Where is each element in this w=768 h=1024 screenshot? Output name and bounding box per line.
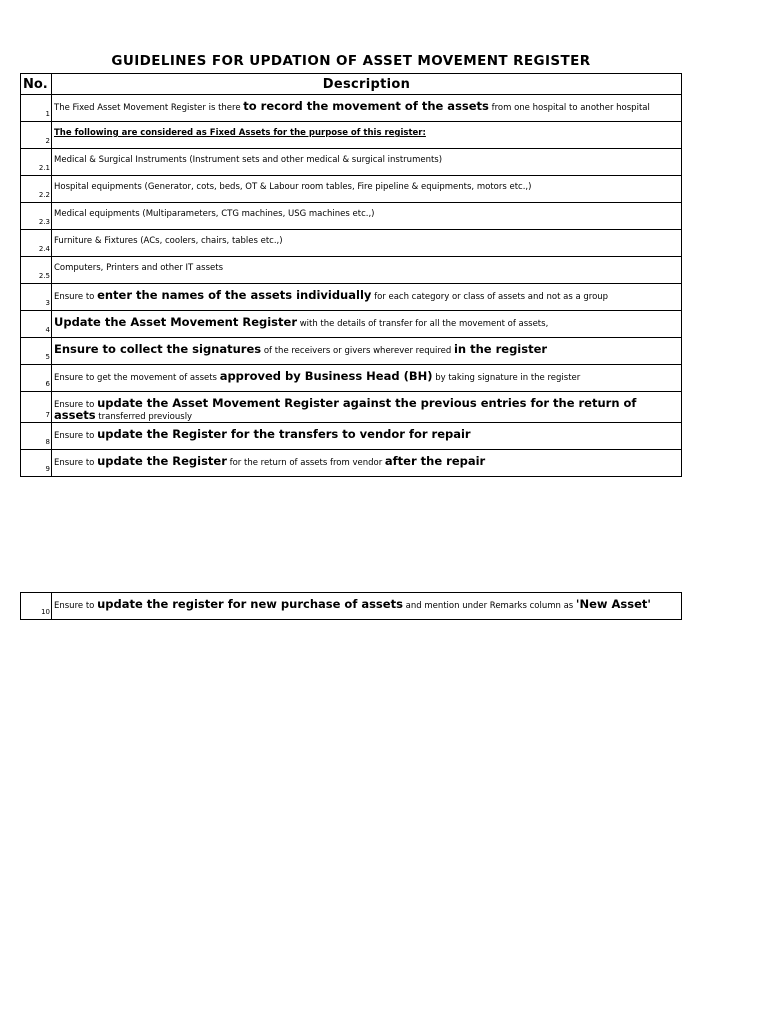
- table-row: [21, 338, 682, 365]
- description-emphasis: Ensure to collect the signatures: [54, 342, 262, 356]
- row-number: 2.2: [21, 176, 52, 203]
- description-emphasis: Update the Asset Movement Register: [54, 315, 297, 329]
- description-text: Medical & Surgical Instruments (Instrument sets and other medical & surgical instruments): [54, 155, 443, 165]
- additional-guidelines-table: [20, 592, 682, 620]
- row-description: [52, 149, 682, 176]
- description-emphasis: enter the names of the assets individually: [97, 288, 372, 302]
- description-text: by taking signature in the register: [432, 373, 581, 383]
- description-text: for each category or class of assets and not as a group: [371, 292, 609, 302]
- row-number: 2.3: [21, 203, 52, 230]
- description-text: Furniture & Fixtures (ACs, coolers, chairs, tables etc.,): [54, 236, 283, 246]
- description-text: with the details of transfer for all the movement of assets,: [297, 319, 549, 329]
- row-number: 2: [21, 122, 52, 149]
- description-text: Medical equipments (Multiparameters, CTG machines, USG machines etc.,): [54, 209, 375, 219]
- column-header-description: Description: [52, 74, 682, 95]
- row-description: [52, 284, 682, 311]
- row-description: [52, 423, 682, 450]
- description-emphasis: to record the movement of the assets: [243, 99, 489, 113]
- description-text: Ensure to: [54, 400, 98, 410]
- description-emphasis: update the Register for the transfers to vendor for repair: [97, 427, 471, 441]
- description-emphasis: in the register: [453, 342, 548, 356]
- table-row: [21, 149, 682, 176]
- row-number: 1: [21, 95, 52, 122]
- description-text: Computers, Printers and other IT assets: [54, 263, 223, 273]
- row-number: 2.1: [21, 149, 52, 176]
- row-description: [52, 392, 682, 423]
- description-text: Hospital equipments (Generator, cots, beds, OT & Labour room tables, Fire pipeline & equipments, motors etc.,): [54, 182, 532, 192]
- row-description: [52, 365, 682, 392]
- description-text: The Fixed Asset Movement Register is there: [54, 103, 244, 113]
- table-row: [21, 257, 682, 284]
- row-description: [52, 311, 682, 338]
- row-number: 3: [21, 284, 52, 311]
- row-description: [52, 176, 682, 203]
- row-number: 5: [21, 338, 52, 365]
- row-description: [52, 450, 682, 477]
- description-emphasis: approved by Business Head (BH): [219, 369, 433, 383]
- row-description: [52, 95, 682, 122]
- row-number: 2.4: [21, 230, 52, 257]
- table-row: [21, 122, 682, 149]
- row-number: 2.5: [21, 257, 52, 284]
- description-text: and mention under Remarks column as: [402, 601, 576, 611]
- column-header-no: No.: [21, 74, 52, 95]
- row-number: 10: [21, 593, 52, 620]
- description-emphasis: 'New Asset': [575, 597, 651, 611]
- description-emphasis: update the Asset Movement Register against the previous entries for the return of assets: [54, 396, 637, 422]
- row-description: [52, 203, 682, 230]
- row-number: 7: [21, 392, 52, 423]
- description-text: Ensure to: [54, 601, 98, 611]
- table-row: [21, 450, 682, 477]
- description-emphasis: after the repair: [384, 454, 486, 468]
- description-text: for the return of assets from vendor: [226, 458, 385, 468]
- table-row: [21, 203, 682, 230]
- description-text: Ensure to: [54, 458, 98, 468]
- row-description: [52, 257, 682, 284]
- row-number: 9: [21, 450, 52, 477]
- table-row: [21, 311, 682, 338]
- table-row: [21, 593, 682, 620]
- description-emphasis: update the register for new purchase of assets: [97, 597, 403, 611]
- row-number: 8: [21, 423, 52, 450]
- table-row: [21, 392, 682, 423]
- guidelines-table: [20, 73, 682, 477]
- row-number: 4: [21, 311, 52, 338]
- table-row: [21, 284, 682, 311]
- table-row: [21, 95, 682, 122]
- row-description: [52, 338, 682, 365]
- description-text: The following are considered as Fixed Assets for the purpose of this register:: [54, 128, 426, 138]
- description-text: of the receivers or givers wherever required: [261, 346, 454, 356]
- description-text: from one hospital to another hospital: [488, 103, 650, 113]
- table-row: [21, 230, 682, 257]
- description-text: Ensure to get the movement of assets: [54, 373, 220, 383]
- table-row: [21, 176, 682, 203]
- page-title: GUIDELINES FOR UPDATION OF ASSET MOVEMENT REGISTER: [111, 53, 591, 69]
- additional-guidelines-body: [21, 593, 682, 620]
- guidelines-table-body: [21, 95, 682, 477]
- description-emphasis: update the Register: [97, 454, 227, 468]
- row-description: [52, 230, 682, 257]
- row-description: [52, 593, 682, 620]
- table-row: [21, 423, 682, 450]
- description-text: Ensure to: [54, 431, 98, 441]
- row-description: [52, 122, 682, 149]
- description-text: transferred previously: [95, 412, 193, 422]
- row-number: 6: [21, 365, 52, 392]
- description-text: Ensure to: [54, 292, 98, 302]
- table-header-row: [21, 74, 682, 95]
- table-row: [21, 365, 682, 392]
